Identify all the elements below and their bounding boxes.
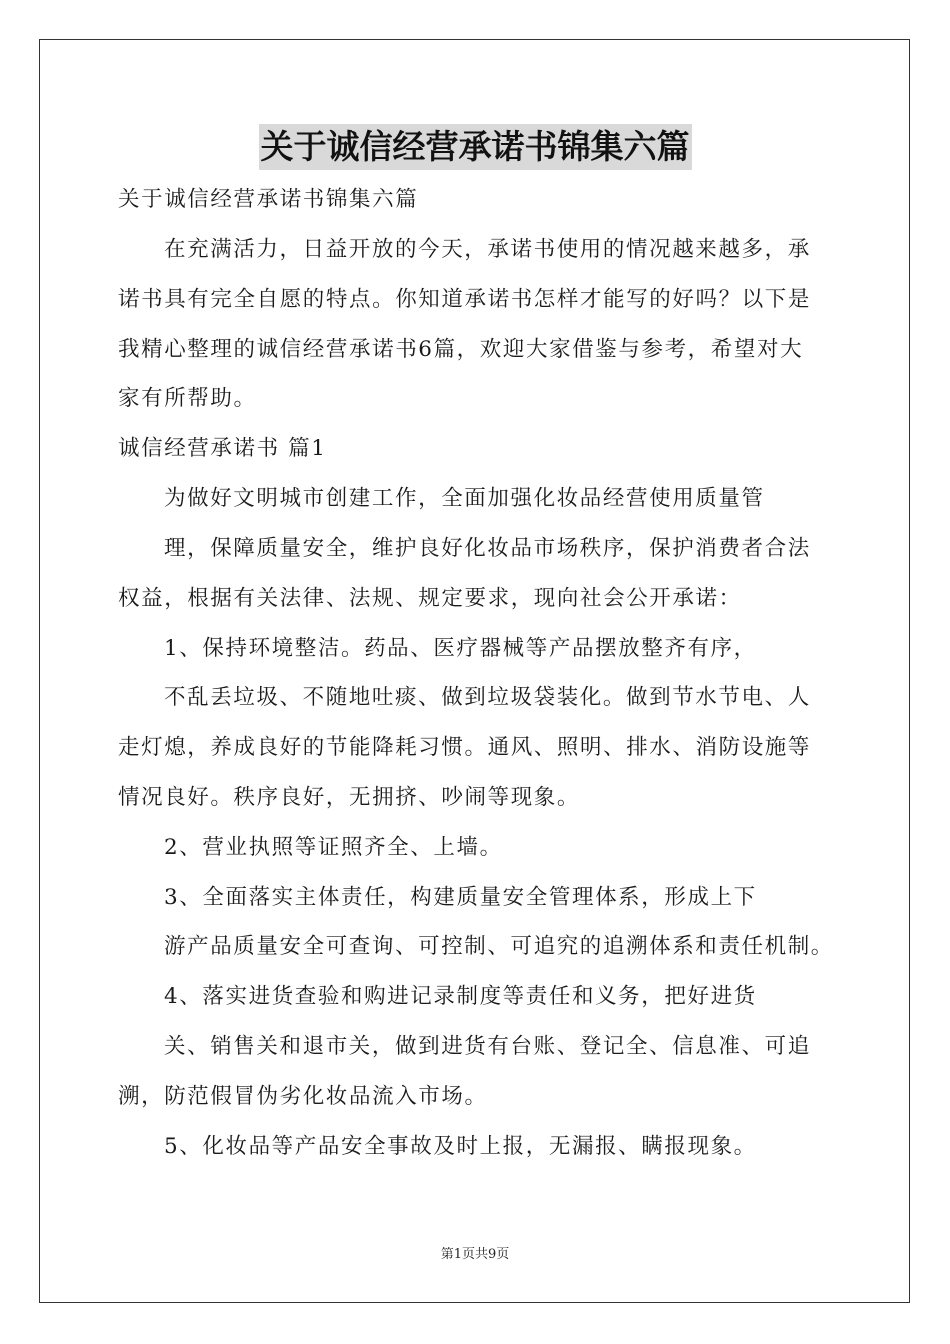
page-footer — [0, 1246, 950, 1264]
page-number-total: 共9页 — [475, 1247, 510, 1262]
list-item-line: 2、营业执照等证照齐全、上墙。 — [164, 835, 503, 860]
paragraph-line: 为做好文明城市创建工作，全面加强化妆品经营使用质量管 — [164, 486, 765, 511]
paragraph-line: 理，保障质量安全，维护良好化妆品市场秩序，保护消费者合法 — [164, 536, 811, 561]
paragraph-line: 游产品质量安全可查询、可控制、可追究的追溯体系和责任机制。 — [164, 934, 834, 959]
paragraph-line: 在充满活力，日益开放的今天，承诺书使用的情况越来越多，承 — [164, 237, 811, 262]
paragraph-line: 家有所帮助。 — [118, 386, 257, 411]
paragraph-line: 关、销售关和退市关，做到进货有台账、登记全、信息准、可追 — [164, 1034, 811, 1059]
list-item-line: 5、化妆品等产品安全事故及时上报，无漏报、瞒报现象。 — [164, 1134, 757, 1159]
section-heading: 诚信经营承诺书 篇1 — [118, 436, 327, 461]
paragraph-line: 走灯熄，养成良好的节能降耗习惯。通风、照明、排水、消防设施等 — [118, 735, 812, 760]
document-title — [0, 124, 950, 170]
paragraph-line: 我精心整理的诚信经营承诺书6篇，欢迎大家借鉴与参考，希望对大 — [118, 337, 804, 362]
paragraph-line: 不乱丢垃圾、不随地吐痰、做到垃圾袋装化。做到节水节电、人 — [164, 685, 811, 710]
paragraph-line: 权益，根据有关法律、法规、规定要求，现向社会公开承诺： — [118, 586, 742, 611]
subtitle-line: 关于诚信经营承诺书锦集六篇 — [118, 187, 419, 212]
page-number-current: 第1页 — [440, 1247, 475, 1262]
paragraph-line: 溯，防范假冒伪劣化妆品流入市场。 — [118, 1084, 488, 1109]
list-item-line: 4、落实进货查验和购进记录制度等责任和义务，把好进货 — [164, 984, 757, 1009]
list-item-line: 1、保持环境整洁。药品、医疗器械等产品摆放整齐有序， — [164, 636, 757, 661]
paragraph-line: 情况良好。秩序良好，无拥挤、吵闹等现象。 — [118, 785, 581, 810]
document-title-text: 关于诚信经营承诺书锦集六篇 — [259, 124, 692, 170]
paragraph-line: 诺书具有完全自愿的特点。你知道承诺书怎样才能写的好吗？以下是 — [118, 287, 812, 312]
list-item-line: 3、全面落实主体责任，构建质量安全管理体系，形成上下 — [164, 885, 757, 910]
page-border — [39, 39, 910, 1303]
